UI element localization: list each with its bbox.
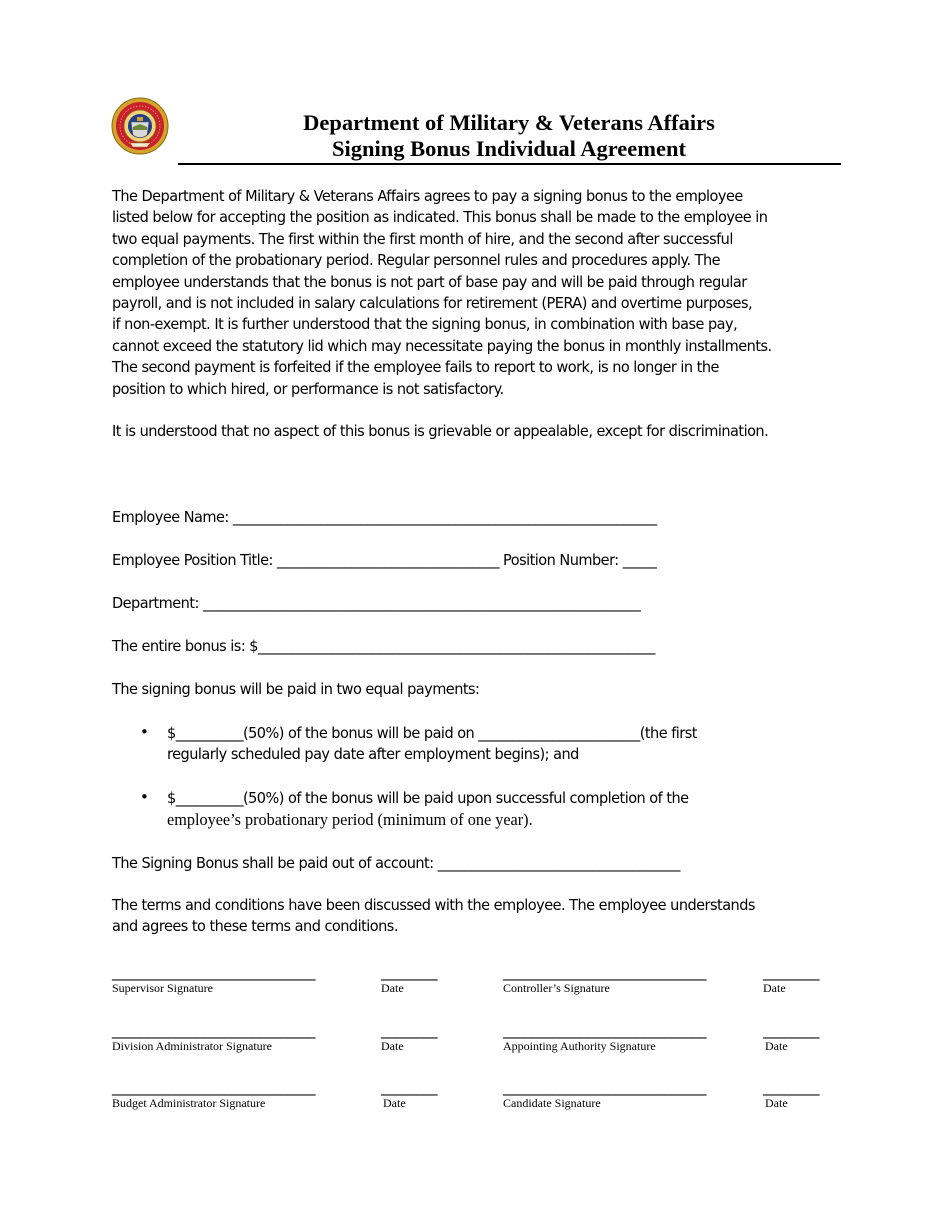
position-title-field[interactable]: Employee Position Title: _________________________________ Position Number: _____	[112, 551, 657, 569]
date-label: Date	[763, 981, 786, 995]
controller-signature-line[interactable]: _____________________________	[503, 963, 706, 981]
bullet-line: $__________(50%) of the bonus will be paid on ________________________(the first	[167, 724, 697, 742]
paragraph-line: payroll, and is not included in salary calculations for retirement (PERA) and overtime purposes,	[112, 294, 753, 313]
paragraph-line: and agrees to these terms and conditions.	[112, 917, 398, 936]
agreement-paragraph	[112, 186, 838, 400]
budget-admin-signature-line[interactable]: _____________________________	[112, 1078, 315, 1096]
first-payment-item[interactable]	[167, 723, 836, 766]
paragraph-line: position to which hired, or performance is not satisfactory.	[112, 379, 504, 398]
date-label: Date	[381, 981, 404, 995]
bullet-icon: •	[140, 723, 149, 741]
entire-bonus-field[interactable]: The entire bonus is: $___________________________________________________________	[112, 637, 655, 655]
title-line-2: Signing Bonus Individual Agreement	[331, 136, 687, 161]
second-payment-item[interactable]	[167, 788, 836, 831]
account-field[interactable]: The Signing Bonus shall be paid out of account: ____________________________________	[112, 854, 680, 872]
supervisor-date-line[interactable]: ________	[381, 963, 437, 981]
candidate-date-line[interactable]: ________	[763, 1078, 819, 1096]
bullet-line: regularly scheduled pay date after employment begins); and	[167, 745, 579, 764]
date-label: Date	[765, 1096, 788, 1110]
paragraph-line: The second payment is forfeited if the employee fails to report to work, is no longer in the	[112, 358, 719, 377]
bullet-icon: •	[140, 788, 149, 806]
paragraph-line: if non-exempt. It is further understood that the signing bonus, in combination with base pay,	[112, 315, 738, 334]
date-label: Date	[383, 1096, 406, 1110]
grievance-paragraph: It is understood that no aspect of this bonus is grievable or appealable, except for discrimination.	[112, 422, 769, 440]
division-admin-date-line[interactable]: ________	[381, 1021, 437, 1039]
department-field[interactable]: Department: _________________________________________________________________	[112, 594, 641, 612]
terms-paragraph	[112, 895, 838, 938]
bullet-line: $__________(50%) of the bonus will be paid upon successful completion of the	[167, 789, 689, 807]
bullet-line: employee’s probationary period (minimum of one year).	[167, 810, 533, 830]
candidate-signature-label: Candidate Signature	[503, 1096, 601, 1110]
supervisor-signature-label: Supervisor Signature	[112, 981, 213, 995]
employee-name-field[interactable]: Employee Name: _______________________________________________________________	[112, 508, 657, 526]
title-line-1: Department of Military & Veterans Affairs	[303, 110, 715, 135]
appointing-authority-signature-label: Appointing Authority Signature	[503, 1039, 656, 1053]
appointing-authority-signature-line[interactable]: _____________________________	[503, 1021, 706, 1039]
controller-signature-label: Controller’s Signature	[503, 981, 610, 995]
date-label: Date	[765, 1039, 788, 1053]
paragraph-line: listed below for accepting the position as indicated. This bonus shall be made to the employee in	[112, 208, 768, 227]
division-admin-signature-label: Division Administrator Signature	[112, 1039, 272, 1053]
paragraph-line: The terms and conditions have been discussed with the employee. The employee understands	[112, 896, 755, 914]
date-label: Date	[381, 1039, 404, 1053]
paragraph-line: The Department of Military & Veterans Affairs agrees to pay a signing bonus to the employee	[112, 187, 743, 205]
supervisor-signature-line[interactable]: _____________________________	[112, 963, 315, 981]
budget-admin-signature-label: Budget Administrator Signature	[112, 1096, 266, 1110]
division-admin-signature-line[interactable]: _____________________________	[112, 1021, 315, 1039]
paragraph-line: completion of the probationary period. Regular personnel rules and procedures apply. The	[112, 251, 721, 270]
payments-intro: The signing bonus will be paid in two equal payments:	[112, 680, 480, 698]
budget-admin-date-line[interactable]: ________	[381, 1078, 437, 1096]
candidate-signature-line[interactable]: _____________________________	[503, 1078, 706, 1096]
paragraph-line: cannot exceed the statutory lid which may necessitate paying the bonus in monthly installments.	[112, 336, 772, 355]
paragraph-line: employee understands that the bonus is not part of base pay and will be paid through regular	[112, 272, 747, 291]
state-seal-icon	[111, 97, 169, 155]
appointing-authority-date-line[interactable]: ________	[763, 1021, 819, 1039]
controller-date-line[interactable]: ________	[763, 963, 819, 981]
title-underline	[178, 163, 841, 165]
document-title	[178, 110, 840, 162]
paragraph-line: two equal payments. The first within the first month of hire, and the second after successful	[112, 229, 733, 248]
